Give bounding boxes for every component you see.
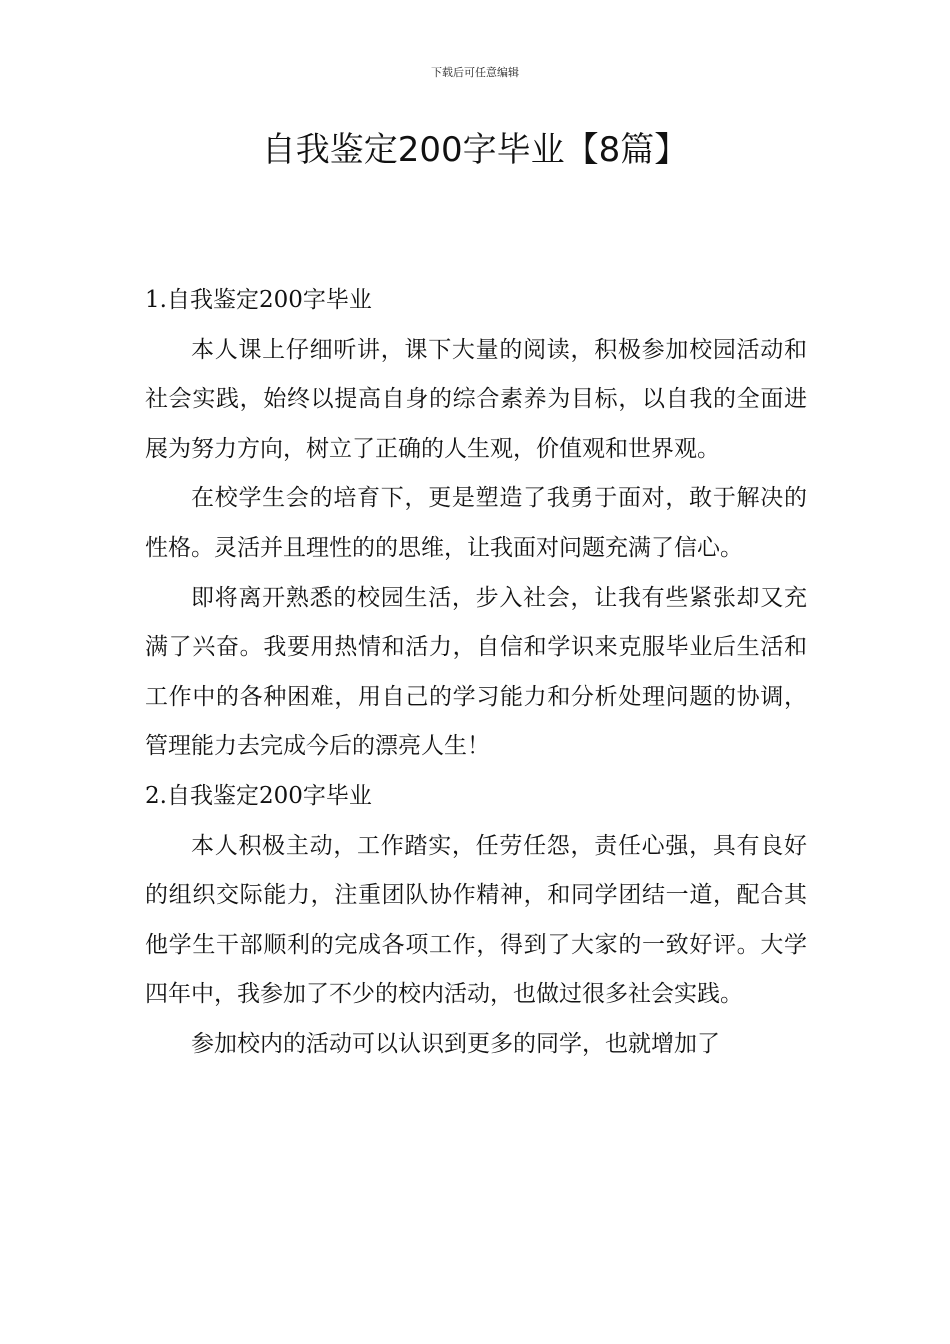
paragraph: 即将离开熟悉的校园生活，步入社会，让我有些紧张却又充满了兴奋。我要用热情和活力，自信和学识来克服毕业后生活和工作中的各种困难，用自己的学习能力和分析处理问题的协调，管理能力去完成今后的漂亮人生！ (145, 584, 807, 760)
document-body (145, 276, 807, 1070)
section-2 (145, 772, 807, 1070)
section-heading: 2.自我鉴定200字毕业 (145, 782, 372, 809)
section-1 (145, 276, 807, 772)
document-title: 自我鉴定200字毕业【8篇】 (261, 130, 689, 170)
section-heading: 1.自我鉴定200字毕业 (145, 287, 372, 313)
header-note: 下载后可任意编辑 (431, 66, 519, 79)
paragraph: 本人积极主动，工作踏实，任劳任怨，责任心强，具有良好的组织交际能力，注重团队协作精神，和同学团结一道，配合其他学生干部顺利的完成各项工作，得到了大家的一致好评。大学四年中，我参加了不少的校内活动，也做过很多社会实践。 (145, 832, 807, 1008)
paragraph: 参加校内的活动可以认识到更多的同学，也就增加了 (191, 1030, 720, 1057)
paragraph: 在校学生会的培育下，更是塑造了我勇于面对，敢于解决的性格。灵活并且理性的的思维，让我面对问题充满了信心。 (145, 485, 807, 561)
paragraph: 本人课上仔细听讲，课下大量的阅读，积极参加校园活动和社会实践，始终以提高自身的综合素养为目标，以自我的全面进展为努力方向，树立了正确的人生观，价值观和世界观。 (145, 336, 807, 462)
